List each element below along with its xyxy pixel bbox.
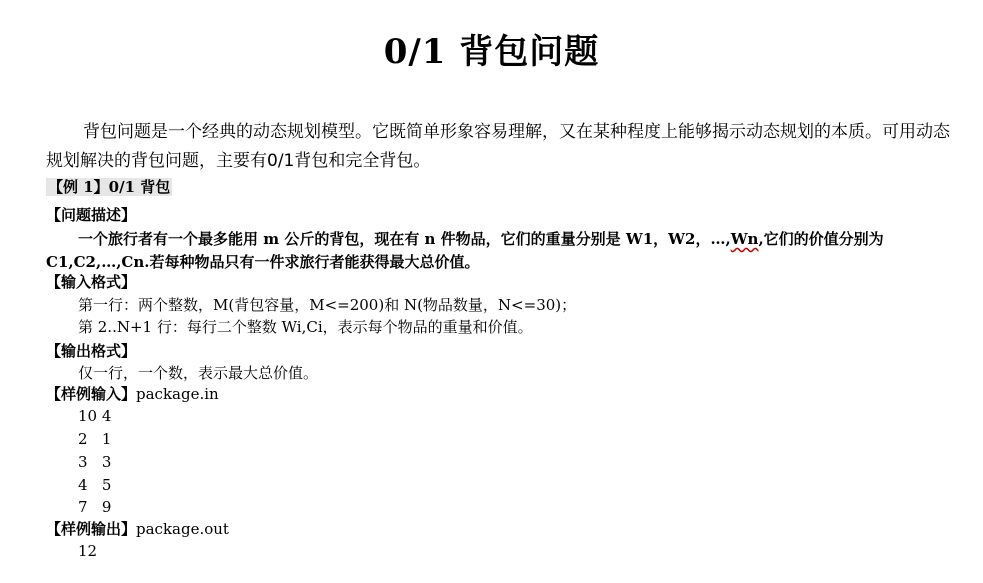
- input-heading: 【输入格式】: [46, 273, 137, 291]
- problem-description: [46, 228, 951, 274]
- page-title: 0/1 背包问题: [383, 32, 600, 72]
- problem-heading: 【问题描述】: [46, 206, 137, 224]
- problem-text-after: ,它们的价值分别为 C1,C2,…,Cn.若每种物品只有一件求旅行者能获得最大总价值。: [46, 230, 884, 271]
- output-line-1: 仅一行，一个数，表示最大总价值。: [78, 364, 319, 382]
- problem-text-wavy: Wn: [730, 230, 759, 248]
- input-line-1: 第一行：两个整数，M(背包容量，M<=200)和 N(物品数量，N<=30)；: [78, 296, 577, 314]
- sample-output-file: package.out: [136, 520, 229, 538]
- input-line-2: 第 2..N+1 行：每行二个整数 Wi,Ci，表示每个物品的重量和价值。: [78, 318, 533, 336]
- problem-text-before: 一个旅行者有一个最多能用 m 公斤的背包，现在有 n 件物品，它们的重量分别是 W1，W2，…,: [78, 230, 731, 248]
- sample-output-line-1: 12: [78, 542, 98, 560]
- intro-paragraph: 背包问题是一个经典的动态规划模型。它既简单形象容易理解，又在某种程度上能够揭示动态规划的本质。可用动态规划解决的背包问题，主要有0/1背包和完全背包。: [46, 122, 950, 171]
- sample-input-label: 【样例输入】: [46, 385, 137, 403]
- example-heading-label: 【例 1】0/1 背包: [48, 178, 171, 196]
- sample-input-heading: [46, 383, 219, 405]
- example-heading: [46, 176, 172, 198]
- sample-input-line-4: 4 5: [78, 476, 112, 494]
- sample-output-heading: [46, 518, 229, 540]
- sample-input-file: package.in: [136, 385, 219, 403]
- sample-output-label: 【样例输出】: [46, 520, 137, 538]
- sample-input-line-5: 7 9: [78, 498, 112, 516]
- sample-input-line-1: 10 4: [78, 407, 112, 425]
- output-heading: 【输出格式】: [46, 342, 137, 360]
- sample-input-line-3: 3 3: [78, 453, 112, 471]
- sample-input-line-2: 2 1: [78, 430, 112, 448]
